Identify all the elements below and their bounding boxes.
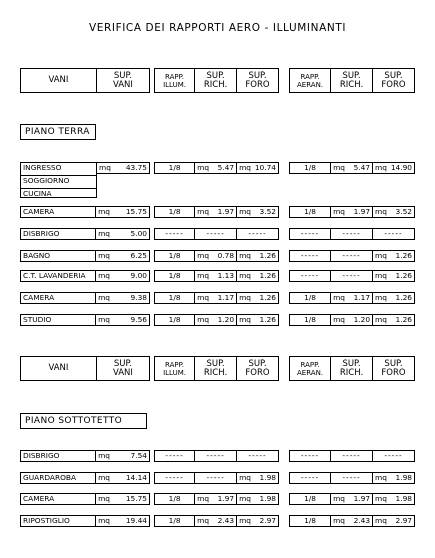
value: 43.75 xyxy=(125,163,147,172)
room-name: CAMERA xyxy=(21,207,96,217)
aeran-group xyxy=(289,250,415,262)
unit-label: mq xyxy=(197,271,210,280)
room-row xyxy=(20,515,150,527)
illum-dashes: ----- xyxy=(195,451,237,461)
value: 2.97 xyxy=(395,516,412,525)
room-name: RIPOSTIGLIO xyxy=(21,516,96,526)
aeran-ratio: 1/8 xyxy=(290,207,331,217)
header-aeran-box xyxy=(289,68,415,93)
page-title: VERIFICA DEI RAPPORTI AERO - ILLUMINANTI xyxy=(88,22,347,34)
illum-dashes: ----- xyxy=(195,229,237,239)
aeran-ratio: 1/8 xyxy=(290,516,331,526)
section-title: PIANO TERRA xyxy=(20,124,96,140)
value: 15.75 xyxy=(125,494,147,503)
unit-label: mq xyxy=(98,315,111,324)
illum-sup-rich-dashes: ----- xyxy=(195,473,237,483)
unit-label: mq xyxy=(333,293,345,302)
aeran-sup-foro xyxy=(373,516,414,526)
value: 1.26 xyxy=(259,251,276,260)
header-rapp-aeran: RAPP. AERAN. xyxy=(290,69,331,92)
unit-label: mq xyxy=(333,207,345,216)
aeran-group xyxy=(289,206,415,218)
illum-dashes: ----- xyxy=(155,229,195,239)
unit-label: mq xyxy=(197,494,210,503)
aeran-dashes: ----- xyxy=(384,229,403,238)
unit-label: mq xyxy=(197,315,210,324)
illum-ratio: 1/8 xyxy=(155,271,195,281)
illum-sup-foro xyxy=(237,516,278,526)
aeran-ratio-dashes: ----- xyxy=(290,271,331,281)
aeran-sup-rich xyxy=(331,207,373,217)
unit-label: mq xyxy=(375,251,387,260)
aeran-sup-foro xyxy=(373,271,414,281)
aeran-sup-foro xyxy=(373,163,414,173)
header-sup-rich: SUP. RICH. xyxy=(195,69,237,92)
aeran-ratio: 1/8 xyxy=(290,315,331,325)
aeran-sup-rich xyxy=(331,494,373,504)
aeran-group xyxy=(289,515,415,527)
aeran-sup-rich xyxy=(331,163,373,173)
illum-ratio: 1/8 xyxy=(155,163,195,173)
aeran-dashes: ----- xyxy=(290,229,331,239)
unit-label: mq xyxy=(375,315,387,324)
value: 2.43 xyxy=(217,516,235,525)
header-vani: VANI xyxy=(21,69,97,92)
unit-label: mq xyxy=(375,293,387,302)
aeran-group xyxy=(289,472,415,484)
unit-label: mq xyxy=(197,207,210,216)
illum-sup-rich xyxy=(195,315,237,325)
illum-group xyxy=(154,250,279,262)
room-surface-value xyxy=(96,516,149,526)
header-sup-foro: SUP. FORO xyxy=(245,358,270,378)
illum-sup-foro xyxy=(237,163,278,173)
value: 1.26 xyxy=(395,315,412,324)
aeran-ratio: 1/8 xyxy=(290,163,331,173)
illum-group xyxy=(154,162,279,174)
room-surface-value xyxy=(96,271,149,281)
header-sup-foro: SUP. FORO xyxy=(381,358,406,378)
unit-label: mq xyxy=(239,271,251,280)
aeran-group xyxy=(289,314,415,326)
section-title: PIANO SOTTOTETTO xyxy=(20,413,147,429)
room-name: BAGNO xyxy=(21,251,96,261)
unit-label: mq xyxy=(239,207,251,216)
aeran-ratio-dashes: ----- xyxy=(290,473,331,483)
header-rapp-illum: RAPP. ILLUM. xyxy=(155,357,195,380)
value: 2.97 xyxy=(259,516,276,525)
value: 1.97 xyxy=(217,494,235,503)
room-name: SOGGIORNO xyxy=(21,176,96,189)
room-row xyxy=(20,206,150,218)
value: 1.26 xyxy=(259,271,276,280)
aeran-ratio: 1/8 xyxy=(290,494,331,504)
room-name-stack xyxy=(20,162,97,198)
header-illum-box xyxy=(154,68,279,93)
value: 14.90 xyxy=(390,163,412,172)
unit-label: mq xyxy=(98,271,111,280)
value: 1.97 xyxy=(353,494,371,503)
unit-label: mq xyxy=(197,251,210,260)
illum-ratio: 1/8 xyxy=(155,293,195,303)
value: 9.38 xyxy=(130,293,147,302)
unit-label: mq xyxy=(239,516,251,525)
header-rapp-illum: RAPP. ILLUM. xyxy=(155,69,195,92)
room-surface-value xyxy=(96,229,149,239)
illum-sup-rich xyxy=(195,516,237,526)
value: 3.52 xyxy=(395,207,412,216)
aeran-sup-foro xyxy=(373,473,414,483)
aeran-ratio-dashes: ----- xyxy=(290,251,331,261)
header-sup-rich: SUP. RICH. xyxy=(331,69,373,92)
value: 1.98 xyxy=(259,494,276,503)
header-vani-box xyxy=(20,356,150,381)
value: 9.56 xyxy=(130,315,147,324)
aeran-sup-foro xyxy=(373,251,414,261)
header-vani-box xyxy=(20,68,150,93)
value: 2.43 xyxy=(353,516,371,525)
illum-sup-rich xyxy=(195,293,237,303)
aeran-ratio: 1/8 xyxy=(290,293,331,303)
unit-label: mq xyxy=(333,494,345,503)
illum-sup-foro xyxy=(237,271,278,281)
illum-dashes: ----- xyxy=(248,451,267,460)
value: 1.97 xyxy=(217,207,235,216)
room-row xyxy=(20,270,150,282)
illum-ratio: 1/8 xyxy=(155,207,195,217)
room-surface-value xyxy=(96,207,149,217)
illum-group xyxy=(154,292,279,304)
unit-label: mq xyxy=(239,251,251,260)
room-name: CAMERA xyxy=(21,293,96,303)
room-name: DISBRIGO xyxy=(21,229,96,239)
aeran-sup-rich xyxy=(331,516,373,526)
illum-ratio: 1/8 xyxy=(155,315,195,325)
unit-label: mq xyxy=(98,516,111,525)
unit-label: mq xyxy=(98,229,111,238)
room-surface-value xyxy=(96,251,149,261)
room-name: INGRESSO xyxy=(21,163,96,176)
value: 1.98 xyxy=(259,473,276,482)
room-name: GUARDAROBA xyxy=(21,473,96,483)
value: 5.47 xyxy=(217,163,235,172)
unit-label: mq xyxy=(375,473,387,482)
unit-label: mq xyxy=(375,207,387,216)
room-surface-value xyxy=(97,163,149,173)
unit-label: mq xyxy=(239,494,251,503)
aeran-group xyxy=(289,493,415,505)
aeran-sup-foro xyxy=(373,293,414,303)
illum-ratio: 1/8 xyxy=(155,494,195,504)
value: 14.14 xyxy=(125,473,147,482)
illum-group xyxy=(154,206,279,218)
illum-sup-foro xyxy=(237,315,278,325)
room-name: CAMERA xyxy=(21,494,96,504)
value: 1.26 xyxy=(259,293,276,302)
value: 1.97 xyxy=(353,207,371,216)
illum-dashes: ----- xyxy=(155,451,195,461)
value: 1.26 xyxy=(259,315,276,324)
illum-sup-foro xyxy=(237,473,278,483)
unit-label: mq xyxy=(98,451,111,460)
value: 15.75 xyxy=(125,207,147,216)
aeran-sup-foro xyxy=(373,207,414,217)
illum-ratio: 1/8 xyxy=(155,516,195,526)
aeran-sup-foro xyxy=(373,315,414,325)
unit-label: mq xyxy=(98,207,111,216)
unit-label: mq xyxy=(197,516,210,525)
header-sup-foro: SUP. FORO xyxy=(381,70,406,90)
value: 7.54 xyxy=(130,451,147,460)
room-row xyxy=(20,472,150,484)
illum-dashes: ----- xyxy=(248,229,267,238)
header-sup-vani: SUP. VANI xyxy=(112,70,133,90)
room-row xyxy=(20,314,150,326)
value: 1.13 xyxy=(217,271,235,280)
value: 1.26 xyxy=(395,271,412,280)
illum-sup-foro xyxy=(237,251,278,261)
unit-label: mq xyxy=(333,315,345,324)
aeran-dashes: ----- xyxy=(331,229,373,239)
unit-label: mq xyxy=(99,163,111,172)
aeran-sup-foro xyxy=(373,494,414,504)
value: 19.44 xyxy=(125,516,147,525)
value: 6.25 xyxy=(130,251,147,260)
room-name: DISBRIGO xyxy=(21,451,96,461)
illum-group xyxy=(154,472,279,484)
illum-ratio-dashes: ----- xyxy=(155,473,195,483)
value: 1.17 xyxy=(217,293,235,302)
illum-sup-rich xyxy=(195,271,237,281)
room-row xyxy=(20,450,150,462)
illum-group xyxy=(154,515,279,527)
unit-label: mq xyxy=(98,473,111,482)
unit-label: mq xyxy=(197,163,210,172)
unit-label: mq xyxy=(98,494,111,503)
aeran-group xyxy=(289,292,415,304)
illum-sup-rich xyxy=(195,251,237,261)
unit-label: mq xyxy=(197,293,210,302)
unit-label: mq xyxy=(375,494,387,503)
unit-label: mq xyxy=(333,163,345,172)
aeran-sup-rich xyxy=(331,293,373,303)
illum-sup-foro xyxy=(237,494,278,504)
unit-label: mq xyxy=(375,516,387,525)
unit-label: mq xyxy=(239,163,251,172)
illum-sup-rich xyxy=(195,494,237,504)
unit-label: mq xyxy=(375,163,387,172)
aeran-dashes: ----- xyxy=(384,451,403,460)
value: 9.00 xyxy=(130,271,147,280)
room-surface-value xyxy=(96,315,149,325)
illum-group xyxy=(154,450,279,462)
aeran-group xyxy=(289,162,415,174)
room-name: C.T. LAVANDERIA xyxy=(21,271,96,281)
illum-sup-foro xyxy=(237,293,278,303)
header-rapp-aeran: RAPP. AERAN. xyxy=(290,357,331,380)
value: 1.98 xyxy=(395,473,412,482)
header-sup-foro: SUP. FORO xyxy=(245,70,270,90)
room-row xyxy=(20,250,150,262)
illum-sup-rich xyxy=(195,163,237,173)
aeran-sup-rich xyxy=(331,315,373,325)
header-sup-vani: SUP. VANI xyxy=(112,358,133,378)
aeran-sup-rich-dashes: ----- xyxy=(331,271,373,281)
illum-group xyxy=(154,270,279,282)
aeran-group xyxy=(289,270,415,282)
illum-ratio: 1/8 xyxy=(155,251,195,261)
illum-sup-foro xyxy=(237,207,278,217)
unit-label: mq xyxy=(239,315,251,324)
aeran-group xyxy=(289,228,415,240)
room-surface-value xyxy=(96,293,149,303)
aeran-dashes: ----- xyxy=(331,451,373,461)
value: 1.26 xyxy=(395,293,412,302)
value: 3.52 xyxy=(259,207,276,216)
unit-label: mq xyxy=(98,293,111,302)
value: 10.74 xyxy=(254,163,276,172)
header-sup-rich: SUP. RICH. xyxy=(195,357,237,380)
unit-label: mq xyxy=(98,251,111,260)
room-surface-value xyxy=(96,494,149,504)
room-row xyxy=(20,493,150,505)
unit-label: mq xyxy=(375,271,387,280)
aeran-sup-rich-dashes: ----- xyxy=(331,251,373,261)
room-name: STUDIO xyxy=(21,315,96,325)
header-sup-rich: SUP. RICH. xyxy=(331,357,373,380)
aeran-sup-rich-dashes: ----- xyxy=(331,473,373,483)
value: 5.47 xyxy=(353,163,371,172)
room-surface-value xyxy=(96,473,149,483)
unit-label: mq xyxy=(239,473,251,482)
value: 1.98 xyxy=(395,494,412,503)
aeran-group xyxy=(289,450,415,462)
illum-group xyxy=(154,314,279,326)
room-row xyxy=(20,228,150,240)
header-vani: VANI xyxy=(21,357,97,380)
value: 0.78 xyxy=(217,251,235,260)
room-name: CUCINA xyxy=(23,189,52,198)
header-aeran-box xyxy=(289,356,415,381)
value: 1.17 xyxy=(353,293,371,302)
illum-group xyxy=(154,493,279,505)
illum-group xyxy=(154,228,279,240)
value: 1.20 xyxy=(217,315,235,324)
room-row xyxy=(20,292,150,304)
aeran-dashes: ----- xyxy=(290,451,331,461)
value: 1.20 xyxy=(353,315,371,324)
header-illum-box xyxy=(154,356,279,381)
room-surface-value xyxy=(96,451,149,461)
unit-label: mq xyxy=(333,516,345,525)
unit-label: mq xyxy=(239,293,251,302)
value: 5.00 xyxy=(130,229,147,238)
value: 1.26 xyxy=(395,251,412,260)
illum-sup-rich xyxy=(195,207,237,217)
room-surface xyxy=(96,162,150,174)
